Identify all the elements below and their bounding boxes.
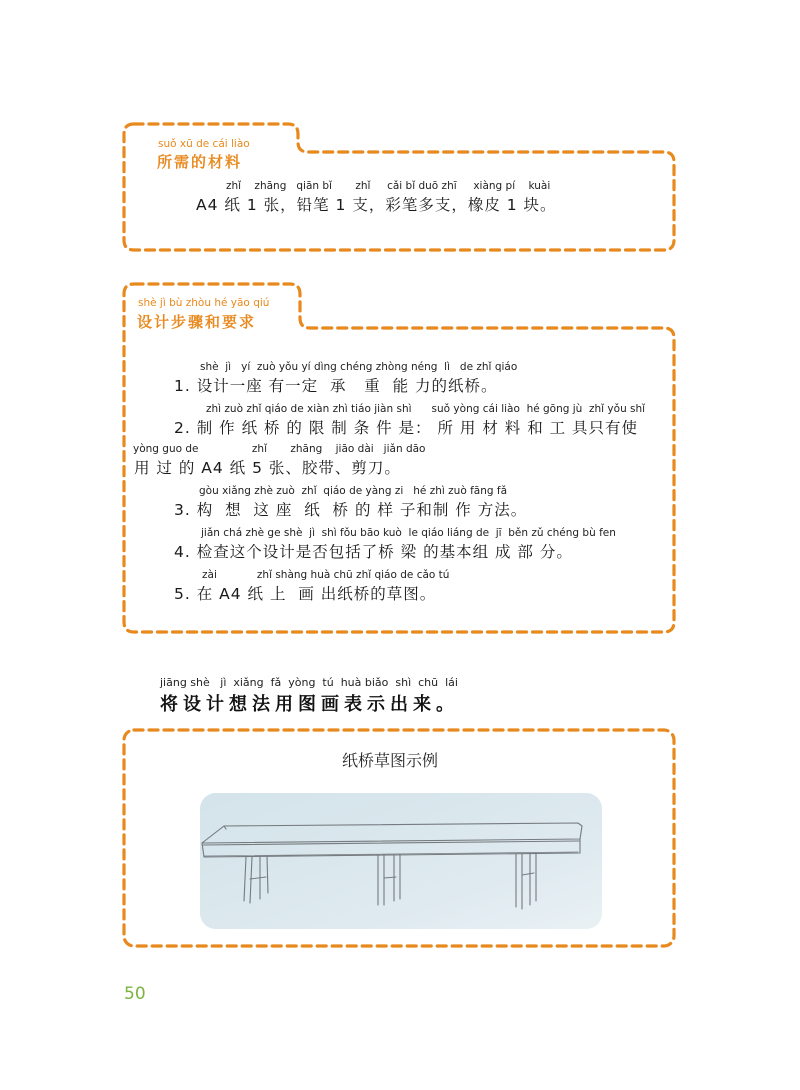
instruction-text: 将设计想法用图画表示出来。 <box>160 694 459 715</box>
bridge-sketch-image <box>200 793 602 929</box>
step-5-pinyin: zài zhǐ shàng huà chū zhǐ qiáo de cǎo tú <box>202 569 450 581</box>
steps-title: 设计步骤和要求 <box>137 313 257 331</box>
step-2b-pinyin: yòng guo de zhǐ zhāng jiāo dài jiǎn dāo <box>133 443 426 455</box>
materials-title-pinyin: suǒ xū de cái liào <box>158 138 250 150</box>
step-4-text: 4. 检查这个设计是否包括了桥 梁 的基本组 成 部 分。 <box>174 543 573 561</box>
figure-caption: 纸桥草图示例 <box>342 751 439 770</box>
step-4-pinyin: jiǎn chá zhè ge shè jì shì fǒu bāo kuò le qiáo liáng de jī běn zǔ chéng bù fen <box>201 527 616 539</box>
step-2b-text: 用 过 的 A4 纸 5 张、胶带、剪刀。 <box>134 459 401 477</box>
step-2-text: 2. 制 作 纸 桥 的 限 制 条 件 是： 所 用 材 料 和 工 具只有使 <box>174 419 639 437</box>
materials-title: 所需的材料 <box>157 153 243 171</box>
step-5-text: 5. 在 A4 纸 上 画 出纸桥的草图。 <box>174 585 437 603</box>
step-3-text: 3. 构 想 这 座 纸 桥 的 样 子和制 作 方法。 <box>174 501 528 519</box>
step-1-pinyin: shè jì yí zuò yǒu yí dìng chéng zhòng néng lì de zhǐ qiáo <box>200 361 518 373</box>
steps-title-pinyin: shè jì bù zhòu hé yāo qiú <box>138 297 270 309</box>
step-1-text: 1. 设计一座 有一定 承 重 能 力的纸桥。 <box>174 377 498 395</box>
bridge-sketch-drawing <box>200 793 602 929</box>
page-number: 50 <box>124 984 146 1004</box>
step-3-pinyin: gòu xiǎng zhè zuò zhǐ qiáo de yàng zi hé zhì zuò fāng fǎ <box>199 485 508 497</box>
materials-line: A4 纸 1 张，铅笔 1 支，彩笔多支，橡皮 1 块。 <box>196 196 557 214</box>
instruction-pinyin: jiāng shè jì xiǎng fǎ yòng tú huà biǎo shì chū lái <box>160 676 458 689</box>
materials-line-pinyin: zhǐ zhāng qiān bǐ zhǐ cǎi bǐ duō zhī xiàng pí kuài <box>226 180 551 192</box>
step-2-pinyin: zhì zuò zhǐ qiáo de xiàn zhì tiáo jiàn shì suǒ yòng cái liào hé gōng jù zhǐ yǒu shǐ <box>206 403 646 415</box>
